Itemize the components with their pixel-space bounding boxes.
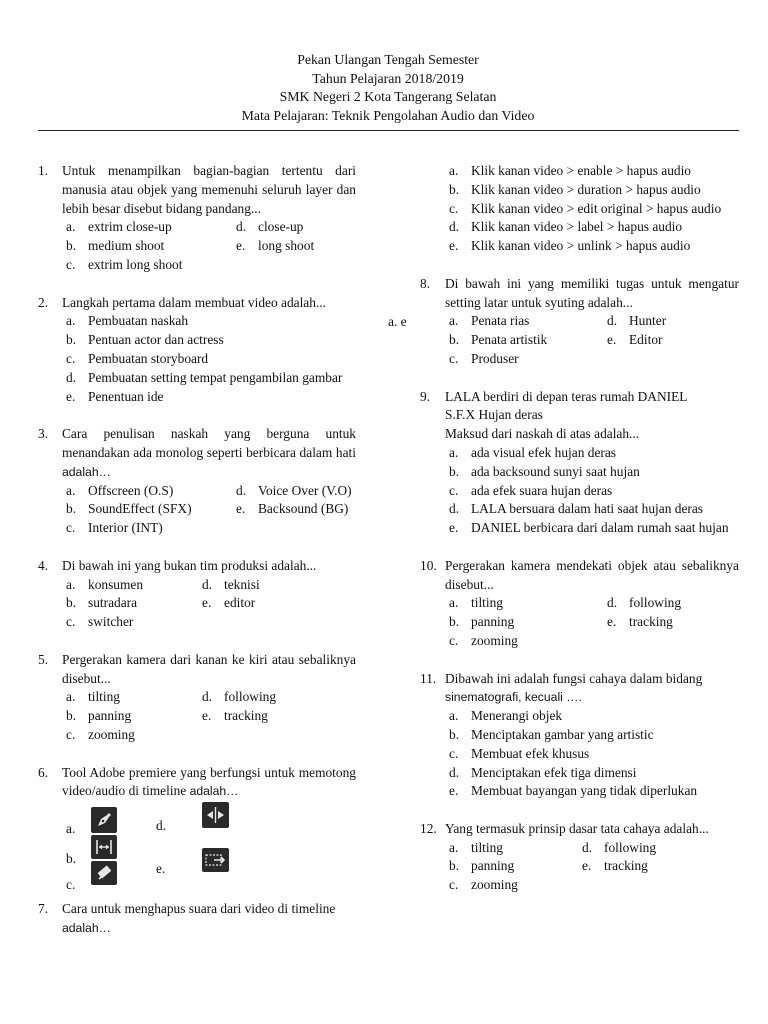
question-stem: Yang termasuk prinsip dasar tata cahaya adalah... xyxy=(445,820,709,836)
option-b-label: b. xyxy=(66,851,77,867)
option-c[interactable]: c. Pembuatan storyboard xyxy=(66,350,209,366)
question-number: 7. xyxy=(38,900,49,916)
question-4 xyxy=(38,557,356,632)
option-d[interactable]: d. Klik kanan video > label > hapus audio xyxy=(449,219,683,235)
option-d[interactable]: d. following xyxy=(582,839,657,855)
question-stem: Pergerakan kamera mendekati objek atau sebaliknya disebut... xyxy=(445,557,739,592)
option-d[interactable]: d. LALA bersuara dalam hati saat hujan deras xyxy=(449,501,704,517)
question-number: 1. xyxy=(38,163,49,178)
option-b[interactable]: b. SoundEffect (SFX) xyxy=(66,501,192,517)
option-d[interactable]: d. Menciptakan efek tiga dimensi xyxy=(449,764,637,780)
question-stem: Untuk menampilkan bagian-bagian tertentu dari manusia atau objek yang memenuhi seluruh layer dan lebih besar disebut bidang pandang... xyxy=(62,163,356,216)
question-number: 12. xyxy=(420,820,437,836)
question-2 xyxy=(38,294,356,407)
question-number: 9. xyxy=(420,388,431,404)
question-number: 6. xyxy=(38,764,49,780)
option-b[interactable]: b. Klik kanan video > duration > hapus audio xyxy=(449,181,701,197)
option-e[interactable]: e. Membuat bayangan yang tidak diperlukan xyxy=(449,783,698,799)
right-column xyxy=(420,162,739,914)
question-stem: Pergerakan kamera dari kanan ke kiri atau sebaliknya disebut... xyxy=(62,651,356,686)
option-d[interactable]: d. Voice Over (V.O) xyxy=(236,482,352,498)
option-a[interactable]: a. ada visual efek hujan deras xyxy=(449,444,617,460)
header-line-2: Tahun Pelajaran 2018/2019 xyxy=(312,70,464,86)
option-a[interactable]: a. Menerangi objek xyxy=(449,708,563,724)
option-list xyxy=(445,162,739,256)
option-b[interactable]: b. panning xyxy=(449,858,515,874)
question-number: 2. xyxy=(38,294,49,310)
question-stem: Cara untuk menghapus suara dari video di timeline adalah… xyxy=(62,900,336,935)
exam-header xyxy=(0,51,768,125)
option-d-label: d. xyxy=(156,818,167,834)
option-e[interactable]: e. Backsound (BG) xyxy=(236,501,349,517)
question-3 xyxy=(38,425,356,538)
option-list xyxy=(445,707,739,801)
option-e[interactable]: e. tracking xyxy=(202,708,268,724)
option-c[interactable]: c. Membuat efek khusus xyxy=(449,745,590,761)
option-d[interactable]: d. Pembuatan setting tempat pengambilan gambar xyxy=(66,369,343,385)
option-a[interactable]: a. konsumen xyxy=(66,576,144,592)
option-c[interactable]: c. zooming xyxy=(449,877,518,893)
question-stem: Dibawah ini adalah fungsi cahaya dalam bidang sinematografi, kecuali …. xyxy=(445,670,703,705)
option-e[interactable]: e. long shoot xyxy=(236,238,315,254)
option-b[interactable]: b. sutradara xyxy=(66,595,138,611)
question-number: 10. xyxy=(420,557,437,573)
option-e[interactable]: e. DANIEL berbicara dari dalam rumah saat hujan xyxy=(449,520,729,536)
option-list xyxy=(62,482,356,538)
option-e[interactable]: e. Penentuan ide xyxy=(66,388,164,404)
question-stem: Maksud dari naskah di atas adalah... xyxy=(445,426,640,442)
option-list xyxy=(445,312,739,368)
question-7 xyxy=(38,900,356,938)
question-5 xyxy=(38,651,356,745)
option-a[interactable]: a. Penata rias xyxy=(449,313,530,329)
option-b[interactable]: b. Penata artistik xyxy=(449,332,548,348)
question-number: 4. xyxy=(38,557,49,573)
razor-tool-icon[interactable] xyxy=(91,861,117,885)
option-e[interactable]: e. tracking xyxy=(607,614,673,630)
option-c[interactable]: c. zooming xyxy=(449,632,518,648)
option-b[interactable]: b. ada backsound sunyi saat hujan xyxy=(449,463,640,479)
question-number: 5. xyxy=(38,651,49,667)
question-stem: Langkah pertama dalam membuat video adalah... xyxy=(62,294,326,310)
option-b[interactable]: b. Pentuan actor dan actress xyxy=(66,332,224,348)
track-select-tool-icon[interactable] xyxy=(202,848,229,872)
option-c[interactable]: c. Klik kanan video > edit original > hapus audio xyxy=(449,200,722,216)
tool-icon-options xyxy=(62,801,356,893)
option-d[interactable]: d. teknisi xyxy=(202,576,260,592)
option-list xyxy=(62,576,356,632)
header-line-1: Pekan Ulangan Tengah Semester xyxy=(297,52,479,67)
option-d[interactable]: d. following xyxy=(607,595,682,611)
option-e[interactable]: e. editor xyxy=(202,595,256,611)
question-number: 3. xyxy=(38,426,49,442)
header-line-3: SMK Negeri 2 Kota Tangerang Selatan xyxy=(279,89,497,105)
question-10 xyxy=(420,557,739,651)
option-a[interactable]: a. Offscreen (O.S) xyxy=(66,482,174,498)
option-list xyxy=(62,312,356,406)
option-a[interactable]: a. Klik kanan video > enable > hapus audio xyxy=(449,163,691,178)
question-stem: Di bawah ini yang memiliki tugas untuk mengatur setting latar untuk syuting adalah... xyxy=(445,275,739,310)
header-divider xyxy=(38,130,739,131)
stray-text: a. e xyxy=(388,314,407,329)
option-c-label: c. xyxy=(66,877,76,893)
ripple-edit-tool-icon[interactable] xyxy=(202,802,229,828)
option-list xyxy=(445,444,739,538)
left-column xyxy=(38,162,356,956)
option-d[interactable]: d. close-up xyxy=(236,219,304,235)
option-c[interactable]: c. extrim long shoot xyxy=(66,256,183,272)
option-b[interactable]: b. Menciptakan gambar yang artistic xyxy=(449,726,654,742)
option-c[interactable]: c. zooming xyxy=(66,726,135,742)
option-b[interactable]: b. panning xyxy=(449,614,515,630)
option-c[interactable]: c. ada efek suara hujan deras xyxy=(449,482,613,498)
option-list xyxy=(62,688,356,744)
question-6 xyxy=(38,764,356,893)
option-e[interactable]: e. Editor xyxy=(607,332,663,348)
option-a[interactable]: a. tilting xyxy=(66,689,120,705)
question-9 xyxy=(420,388,739,538)
option-a[interactable]: a. tilting xyxy=(449,839,503,855)
option-e[interactable]: e. tracking xyxy=(582,858,648,874)
option-b[interactable]: b. medium shoot xyxy=(66,238,165,254)
option-e[interactable]: e. Klik kanan video > unlink > hapus audio xyxy=(449,238,691,254)
script-line-2: S.F.X Hujan deras xyxy=(445,407,543,423)
option-c[interactable]: c. Produser xyxy=(449,350,519,366)
option-a[interactable]: a. tilting xyxy=(449,595,503,611)
question-stem: Cara penulisan naskah yang berguna untuk menandakan ada monolog seperti berbicara dalam hati adalah… xyxy=(62,426,356,479)
header-line-4: Mata Pelajaran: Teknik Pengolahan Audio dan Video xyxy=(241,107,535,123)
question-1 xyxy=(38,162,356,275)
option-list xyxy=(62,218,356,274)
option-a-label: a. xyxy=(66,821,76,837)
question-8 xyxy=(420,275,739,369)
option-c[interactable]: c. Interior (INT) xyxy=(66,520,163,536)
question-stem: Tool Adobe premiere yang berfungsi untuk memotong video/audio di timeline adalah… xyxy=(62,764,356,799)
script-line-1: LALA berdiri di depan teras rumah DANIEL xyxy=(445,388,688,404)
option-e-label: e. xyxy=(156,861,166,877)
option-list xyxy=(445,839,739,895)
option-c[interactable]: c. switcher xyxy=(66,614,134,630)
option-d[interactable]: d. following xyxy=(202,689,277,705)
question-number: 11. xyxy=(420,670,437,686)
option-b[interactable]: b. panning xyxy=(66,708,132,724)
option-a[interactable]: a. extrim close-up xyxy=(66,219,172,235)
option-d[interactable]: d. Hunter xyxy=(607,313,667,329)
rate-stretch-tool-icon[interactable] xyxy=(91,835,117,859)
question-11 xyxy=(420,670,739,802)
question-number: 8. xyxy=(420,275,431,291)
question-stem: Di bawah ini yang bukan tim produksi adalah... xyxy=(62,557,317,573)
pen-tool-icon[interactable] xyxy=(91,807,117,833)
question-7-options xyxy=(420,162,739,256)
option-a[interactable]: a. Pembuatan naskah xyxy=(66,313,189,329)
question-12 xyxy=(420,820,739,895)
option-list xyxy=(445,594,739,650)
